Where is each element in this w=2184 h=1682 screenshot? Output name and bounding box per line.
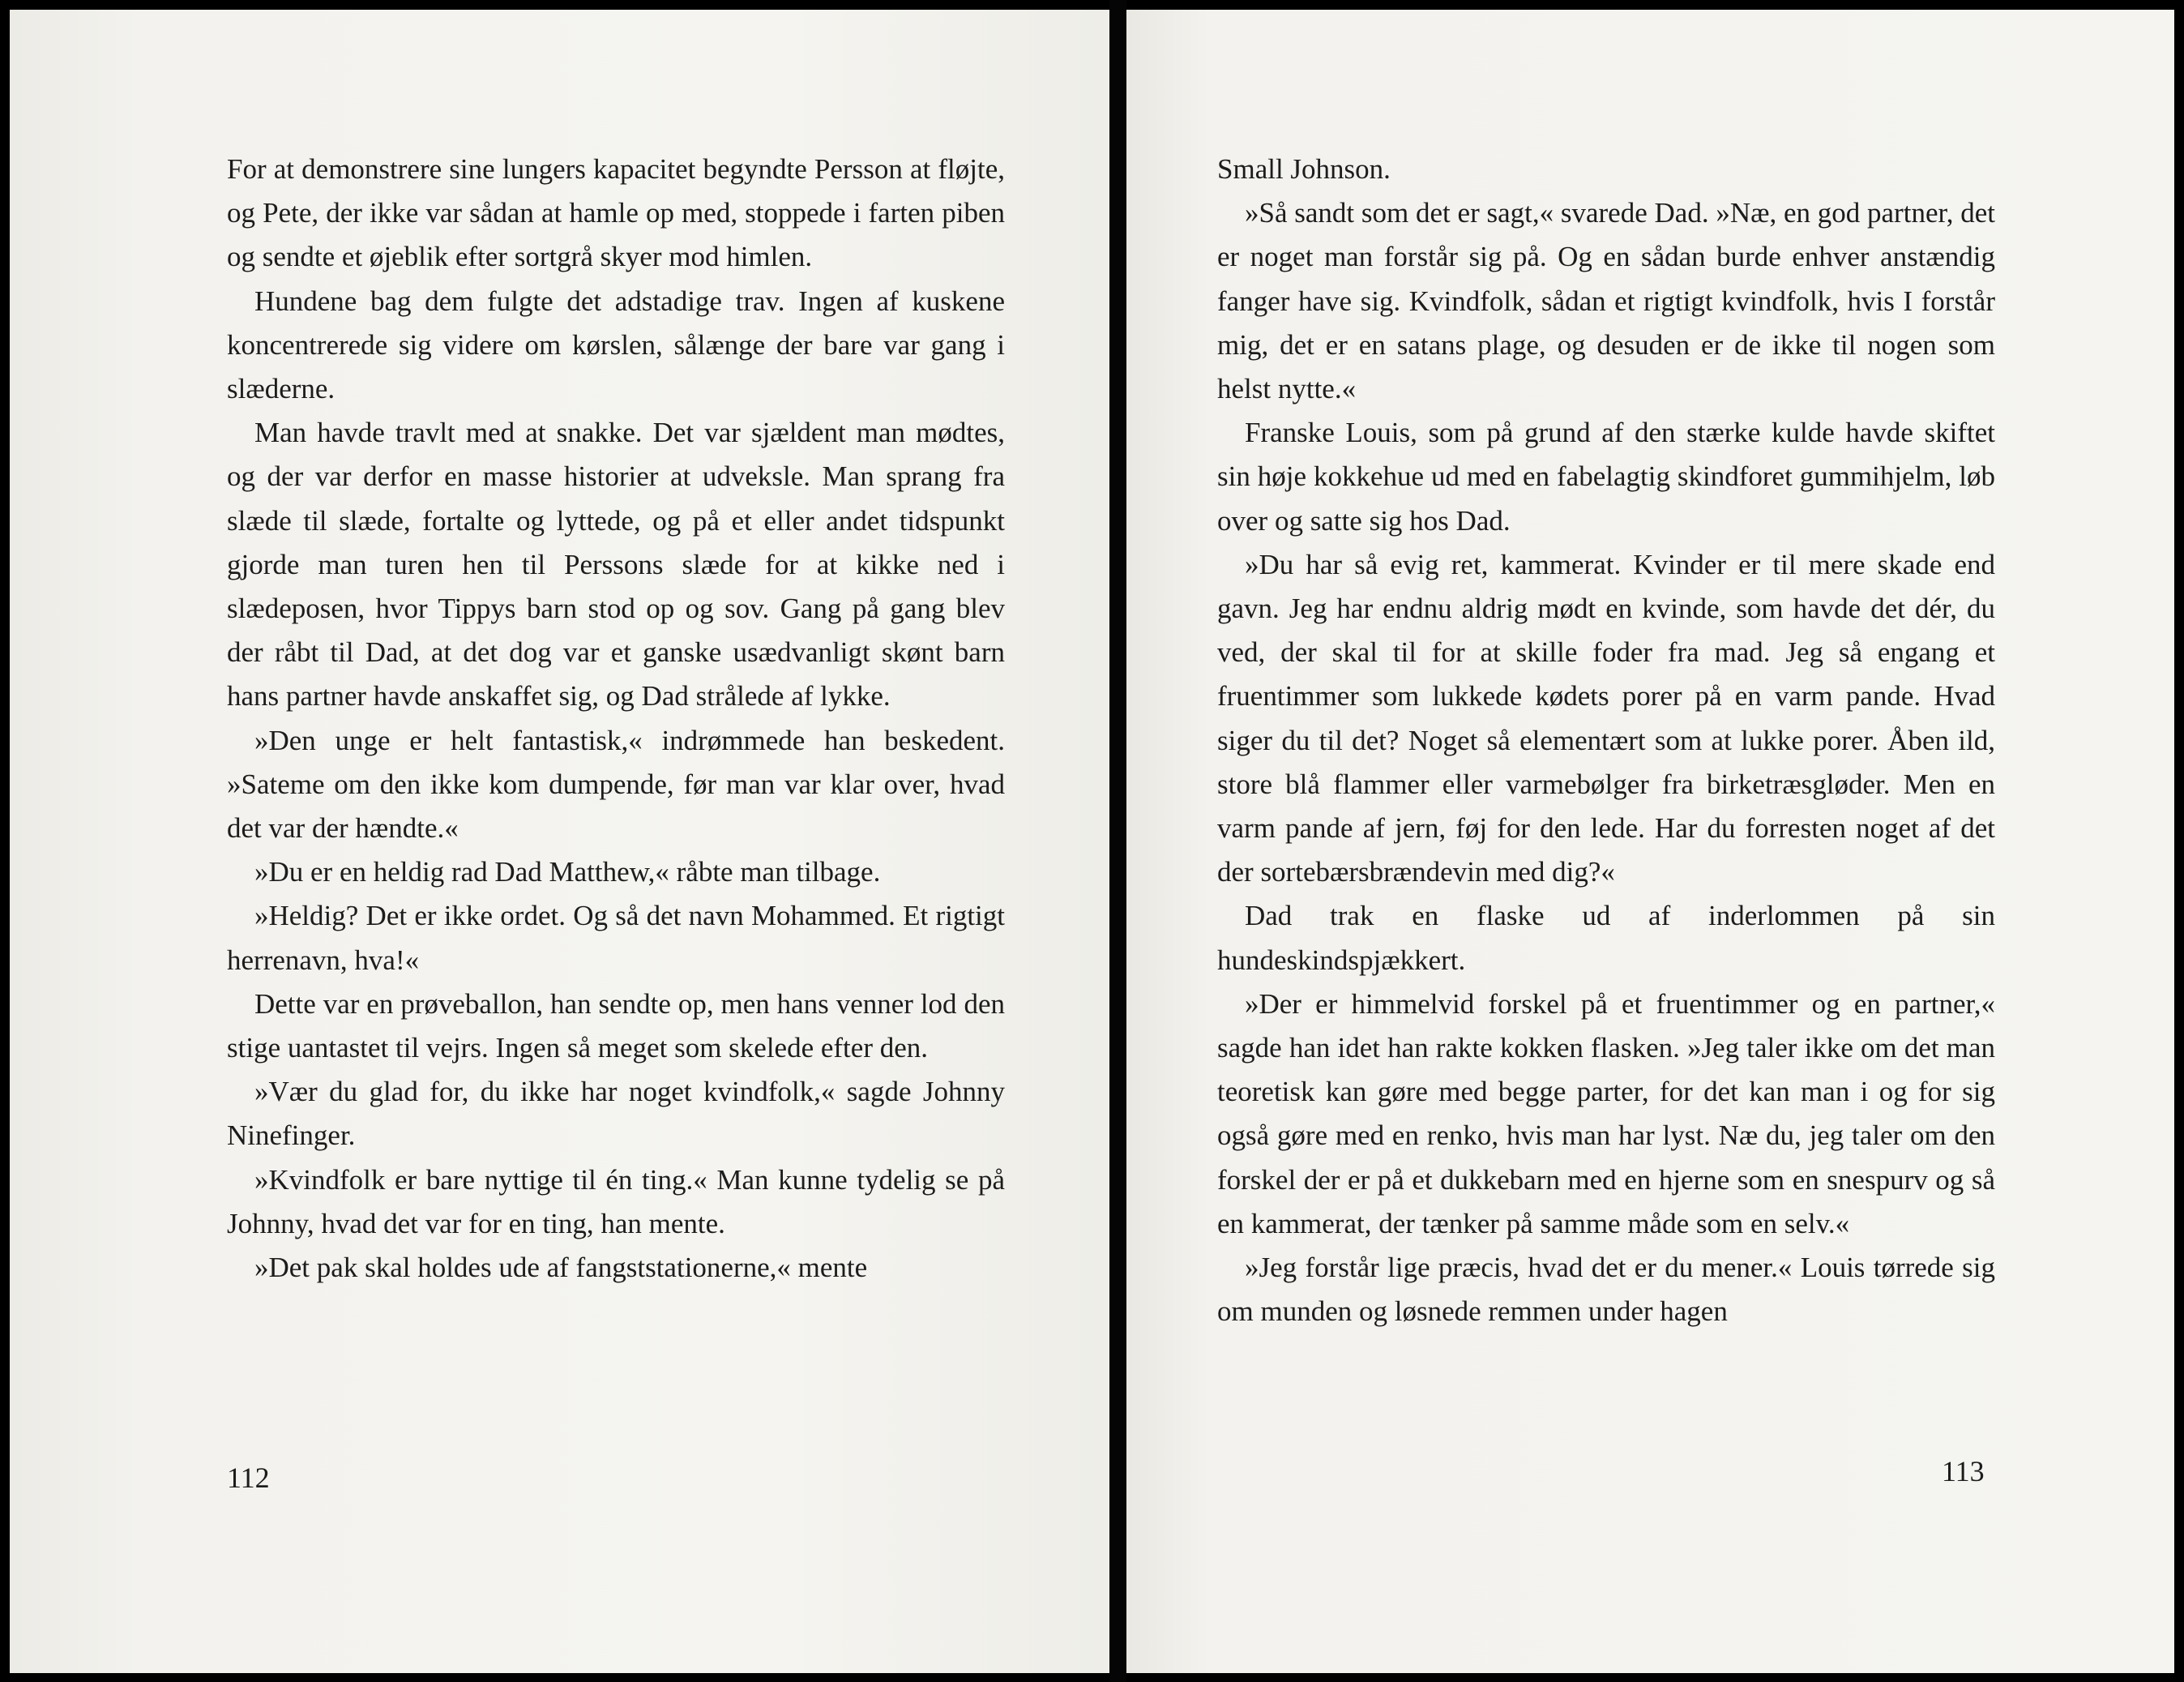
paragraph: »Vær du glad for, du ikke har noget kvindfolk,« sagde Johnny Ninefinger. bbox=[227, 1076, 1005, 1152]
book-gutter bbox=[1109, 0, 1126, 1682]
left-page bbox=[10, 10, 1109, 1673]
paragraph: »Der er himmelvid forskel på et fruentimmer og en partner,« sagde han idet han rakte kokken flasken. »Jeg taler ikke om det man teoretisk kan gøre med begge parter, for det kan man i og for sig også gøre med en renko, hvis man har lyst. Næ du, jeg taler om den forskel der er på et dukkebarn med en hjerne som en snespurv og så en kammerat, der tænker på samme måde som en selv.« bbox=[1217, 987, 1995, 1239]
paragraph: »Du har så evig ret, kammerat. Kvinder er til mere skade end gavn. Jeg har endnu aldrig mødt en kvinde, som havde det dér, du ved, der skal til for at skille foder fra mad. Jeg så engang et fruentimmer som lukkede kødets porer på en varm pande. Hvad siger du til det? Noget så elementært som at lukke porer. Åben ild, store blå flammer eller varmebølger fra birketræsgløder. Men en varm pande af jern, føj for den lede. Har du forresten noget af det der sortebærsbrændevin med dig?« bbox=[1217, 548, 1995, 888]
paragraph: »Heldig? Det er ikke ordet. Og så det navn Mohammed. Et rigtigt herrenavn, hva!« bbox=[227, 900, 1005, 976]
paragraph: »Det pak skal holdes ude af fangststationerne,« mente bbox=[254, 1252, 868, 1284]
paragraph: »Du er en heldig rad Dad Matthew,« råbte man tilbage. bbox=[254, 856, 881, 888]
paragraph: Man havde travlt med at snakke. Det var sjældent man mødtes, og der var derfor en masse historier at udveksle. Man sprang fra slæde til slæde, fortalte og lyttede, og på et eller andet tidspunkt gjorde man turen hen til Perssons slæde for at kikke ned i slædeposen, hvor Tippys barn stod op og sov. Gang på gang blev der råbt til Dad, at det dog var et ganske usædvanligt skønt barn hans partner havde anskaffet sig, og Dad strålede af lykke. bbox=[227, 417, 1005, 713]
paragraph: For at demonstrere sine lungers kapacitet begyndte Persson at fløjte, og Pete, der ikke var sådan at hamle op med, stoppede i farten piben og sendte et øjeblik efter sortgrå skyer mod himlen. bbox=[227, 153, 1005, 273]
right-page-text bbox=[1217, 148, 1995, 1333]
paragraph: »Kvindfolk er bare nyttige til én ting.« Man kunne tydelig se på Johnny, hvad det var for en ting, han mente. bbox=[227, 1163, 1005, 1239]
right-page bbox=[1126, 10, 2174, 1673]
paragraph: Dad trak en flaske ud af inderlommen på sin hundeskindspjækkert. bbox=[1217, 900, 1995, 976]
page-number: 112 bbox=[227, 1462, 270, 1494]
paragraph: Hundene bag dem fulgte det adstadige trav. Ingen af kuskene koncentrerede sig videre om kørslen, sålænge der bare var gang i slæderne. bbox=[227, 285, 1005, 405]
paragraph: Dette var en prøveballon, han sendte op, men hans venner lod den stige uantastet til vejrs. Ingen så meget som skelede efter den. bbox=[227, 987, 1005, 1064]
paragraph: Franske Louis, som på grund af den stærke kulde havde skiftet sin høje kokkehue ud med en fabelagtig skindforet gummihjelm, løb over og satte sig hos Dad. bbox=[1217, 417, 1995, 537]
left-page-text bbox=[227, 148, 1005, 1290]
paragraph: »Jeg forstår lige præcis, hvad det er du mener.« Louis tørrede sig om munden og løsnede remmen under hagen bbox=[1217, 1252, 1995, 1328]
paragraph: »Den unge er helt fantastisk,« indrømmede han beskedent. »Sateme om den ikke kom dumpende, før man var klar over, hvad det var der hændte.« bbox=[227, 724, 1005, 845]
paragraph: »Så sandt som det er sagt,« svarede Dad. »Næ, en god partner, det er noget man forstår sig på. Og en sådan burde enhver anstændig fanger have sig. Kvindfolk, sådan et rigtigt kvindfolk, hvis I forstår mig, det er en satans plage, og desuden er de ikke til nogen som helst nytte.« bbox=[1217, 197, 1995, 405]
paragraph: Small Johnson. bbox=[1217, 153, 1391, 185]
page-number: 113 bbox=[1942, 1455, 1985, 1487]
